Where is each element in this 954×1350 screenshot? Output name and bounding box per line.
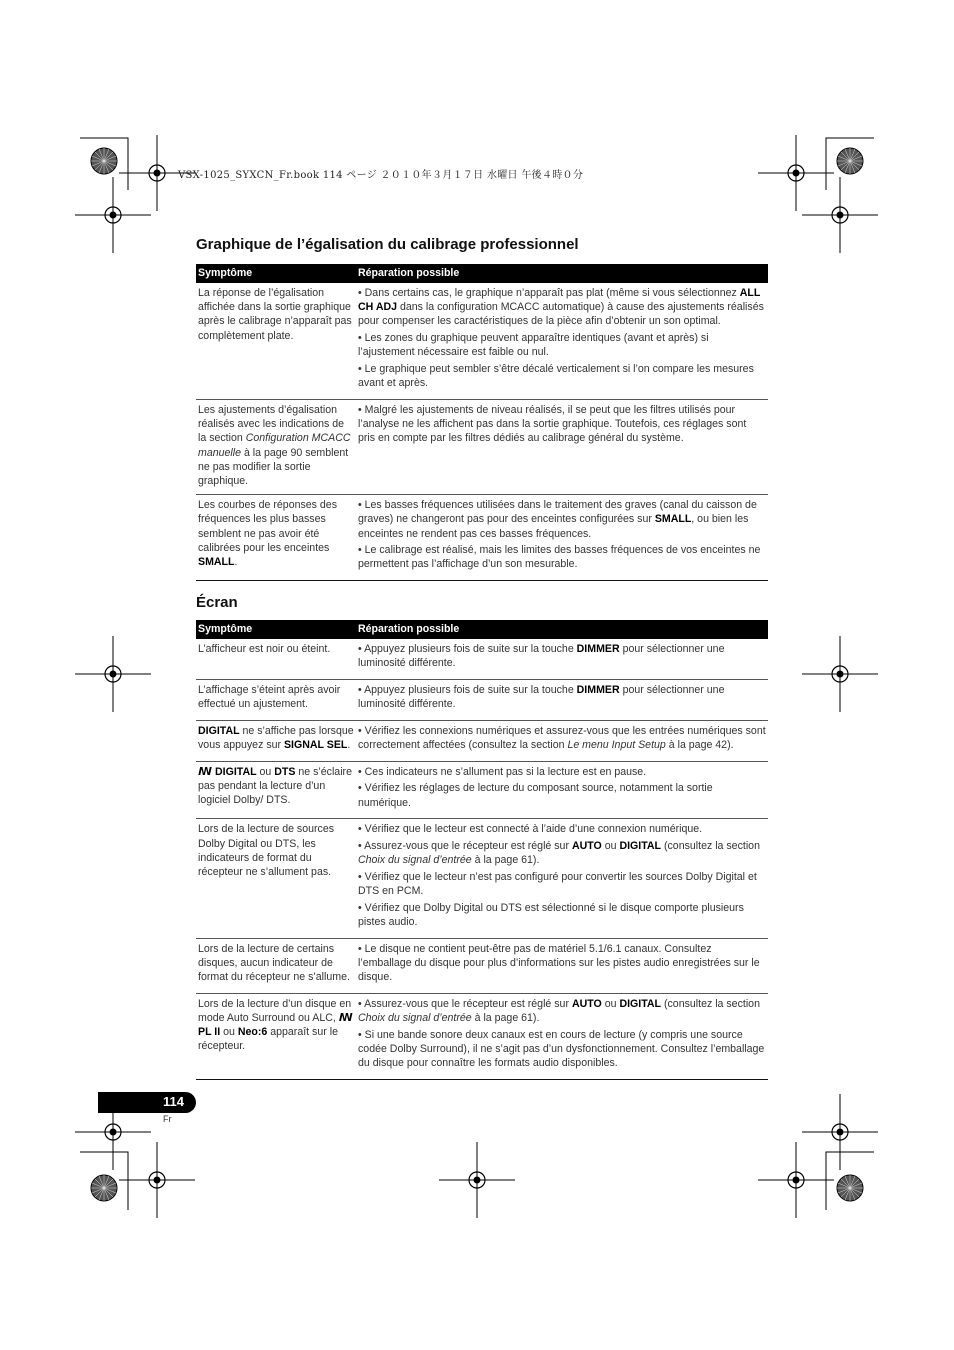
column-header-remedy: Réparation possible (356, 620, 768, 639)
remedy-cell (356, 639, 768, 679)
remedy-item: • Ces indicateurs ne s’allument pas si la lecture est en pause. (358, 765, 647, 778)
table-row (196, 679, 768, 720)
table-row (196, 639, 768, 679)
remedy-cell (356, 720, 768, 761)
troubleshooting-table-calibration (196, 264, 768, 581)
remedy-item: • Assurez-vous que le récepteur est réglé sur AUTO ou DIGITAL (consultez la section Choix du signal d’entrée à la page 61). (358, 840, 760, 867)
symptom-cell: Lors de la lecture de sources Dolby Digital ou DTS, les indicateurs de format du récepteur ne s’allument pas. (196, 819, 356, 938)
remedy-item: • Vérifiez les connexions numériques et assurez-vous que les entrées numériques sont correctement affectées (consultez la section Le menu Input Setup à la page 42). (358, 724, 766, 752)
table-row (196, 761, 768, 819)
remedy-cell (356, 761, 768, 819)
remedy-cell (356, 283, 768, 399)
language-code: Fr (163, 1114, 172, 1124)
table-row (196, 993, 768, 1079)
table-body (196, 639, 768, 1079)
remedy-item: • Les basses fréquences utilisées dans le traitement des graves (canal du caisson de graves) ne changeront pas pour des enceintes configurées sur SMALL, ou bien les enceintes ne rendent pas ces basses fréquences. (358, 499, 757, 540)
table-row (196, 283, 768, 399)
table-row (196, 720, 768, 761)
column-header-symptom: Symptôme (196, 264, 356, 283)
section-title-calibration: Graphique de l’égalisation du calibrage professionnel (196, 236, 579, 253)
remedy-item: • Le graphique peut sembler s’être décalé verticalement si l’on compare les mesures avant et après. (358, 363, 754, 390)
page-number: 114 (163, 1094, 184, 1109)
symptom-cell: ꟿ DIGITAL ou DTS ne s’éclaire pas pendant la lecture d’un logiciel Dolby/ DTS. (196, 761, 356, 819)
section-title-display: Écran (196, 594, 238, 611)
remedy-cell (356, 819, 768, 938)
table-row (196, 495, 768, 581)
column-header-remedy: Réparation possible (356, 264, 768, 283)
remedy-item: • Vérifiez que le lecteur est connecté à l’aide d’une connexion numérique. (358, 823, 703, 836)
remedy-item: • Appuyez plusieurs fois de suite sur la touche DIMMER pour sélectionner une luminosité différente. (358, 643, 725, 670)
remedy-cell (356, 679, 768, 720)
table-header-row (196, 264, 768, 283)
remedy-item: • Les zones du graphique peuvent apparaître identiques (avant et après) si l’ajustement nécessaire est faible ou nul. (358, 332, 709, 359)
remedy-item: • Dans certains cas, le graphique n’apparaît pas plat (même si vous sélectionnez ALL CH ADJ dans la configuration MCACC automatique) à cause des ajustements réalisés pour compenser les caractéristiques de la pièce afin d’obtenir un son optimal. (358, 287, 764, 328)
remedy-item: • Vérifiez les réglages de lecture du composant source, notamment la sortie numérique. (358, 782, 713, 809)
table-row (196, 819, 768, 938)
remedy-item: • Vérifiez que le lecteur n’est pas configuré pour convertir les sources Dolby Digital et DTS en PCM. (358, 870, 757, 898)
symptom-cell: Les ajustements d’égalisation réalisés avec les indications de la section Configuration MCACC manuelle à la page 90 semblent ne pas modifier la sortie graphique. (196, 399, 356, 494)
symptom-cell: DIGITAL ne s’affiche pas lorsque vous appuyez sur SIGNAL SEL. (196, 720, 356, 761)
table-row (196, 399, 768, 494)
table-header-row (196, 620, 768, 639)
remedy-item: • Malgré les ajustements de niveau réalisés, il se peut que les filtres utilisés pour l’analyse ne les affichent pas dans la sortie graphique. Toutefois, ces réglages sont pris en compte par les filtres dédiés au calibrage général du système. (358, 403, 747, 445)
remedy-item: • Si une bande sonore deux canaux est en cours de lecture (y compris une source codée Dolby Surround), il ne s’agit pas d’un dysfonctionnement. Consultez l’emballage du disque pour connaître les formats audio disponibles. (358, 1028, 765, 1070)
remedy-cell (356, 495, 768, 581)
symptom-cell: La réponse de l’égalisation affichée dans la sortie graphique après le calibrage n’apparaît pas complètement plate. (196, 283, 356, 399)
remedy-item: • Appuyez plusieurs fois de suite sur la touche DIMMER pour sélectionner une luminosité différente. (358, 683, 725, 711)
remedy-item: • Assurez-vous que le récepteur est réglé sur AUTO ou DIGITAL (consultez la section Choix du signal d’entrée à la page 61). (358, 997, 760, 1025)
remedy-item: • Le calibrage est réalisé, mais les limites des basses fréquences de vos enceintes ne permettent pas l’affichage d’un son mesurable. (358, 544, 761, 571)
table-body (196, 283, 768, 581)
remedy-item: • Vérifiez que Dolby Digital ou DTS est sélectionné si le disque comporte plusieurs pistes audio. (358, 901, 744, 929)
symptom-cell: Lors de la lecture d’un disque en mode Auto Surround ou ALC, ꟿ PL II ou Neo:6 apparaît sur le récepteur. (196, 993, 356, 1079)
remedy-cell (356, 399, 768, 494)
symptom-cell: Les courbes de réponses des fréquences les plus basses semblent ne pas avoir été calibrées pour les enceintes SMALL. (196, 495, 356, 581)
remedy-cell (356, 938, 768, 993)
symptom-cell: L’affichage s’éteint après avoir effectué un ajustement. (196, 679, 356, 720)
symptom-cell: Lors de la lecture de certains disques, aucun indicateur de format du récepteur ne s’allume. (196, 938, 356, 993)
file-header: VSX-1025_SYXCN_Fr.book 114 ページ ２０１０年３月１７日 水曜日 午後４時０分 (178, 170, 584, 181)
column-header-symptom: Symptôme (196, 620, 356, 639)
remedy-item: • Le disque ne contient peut-être pas de matériel 5.1/6.1 canaux. Consultez l’emballage du disque pour plus d’informations sur les pistes audio enregistrées sur le disque. (358, 942, 760, 984)
troubleshooting-table-display (196, 620, 768, 1080)
table-row (196, 938, 768, 993)
remedy-cell (356, 993, 768, 1079)
symptom-cell: L’afficheur est noir ou éteint. (196, 639, 356, 679)
